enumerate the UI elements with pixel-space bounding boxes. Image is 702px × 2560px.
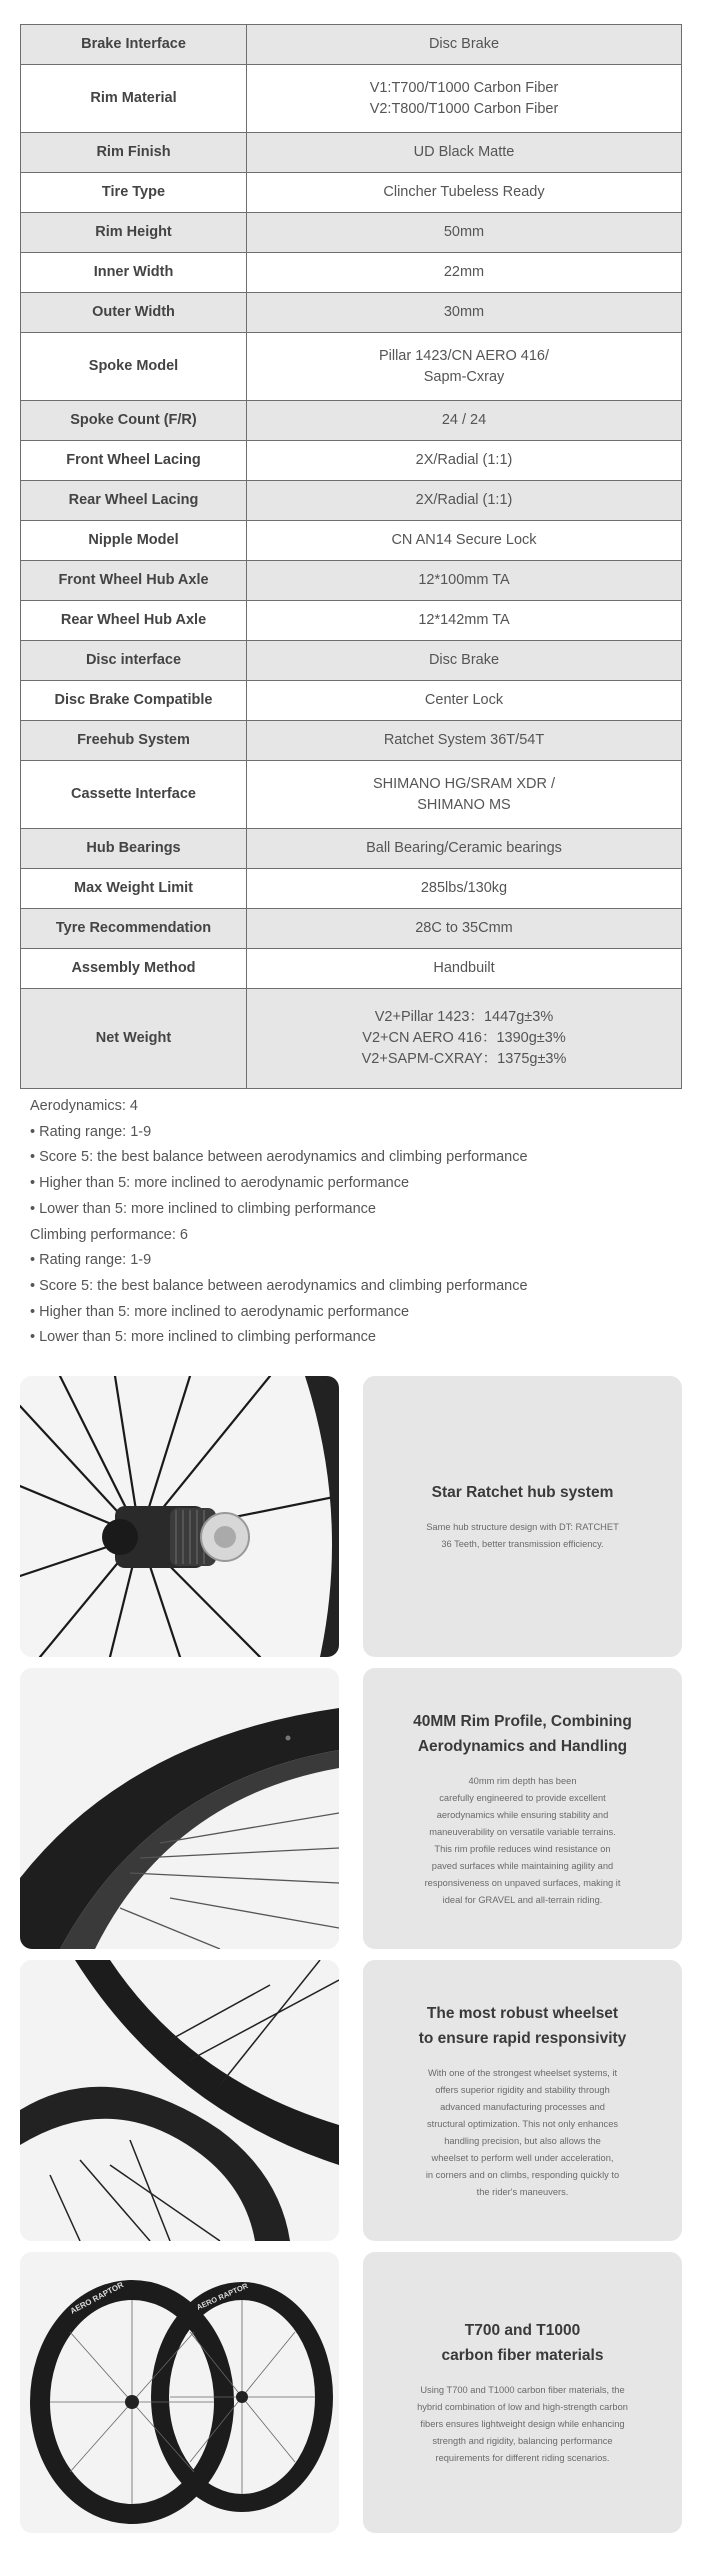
feature-row	[20, 1668, 682, 1949]
spec-value	[247, 65, 682, 133]
spec-row	[21, 829, 682, 869]
feature-title-line: The most robust wheelset	[426, 2004, 619, 2022]
performance-notes	[30, 1094, 670, 1351]
feature-title	[419, 2001, 627, 2051]
spec-value	[247, 173, 682, 213]
spec-row	[21, 65, 682, 133]
feature-body-line: carefully engineered to provide excellent	[439, 1792, 606, 1803]
feature-row	[20, 2252, 682, 2533]
feature-body-line: With one of the strongest wheelset systems, it	[427, 2067, 618, 2078]
spec-row	[21, 213, 682, 253]
wheelset-pair-illustration	[20, 2252, 339, 2533]
spec-row	[21, 333, 682, 401]
spec-row	[21, 401, 682, 441]
spec-value-line: V2+CN AERO 416：1390g±3%	[362, 1030, 566, 1046]
spec-value-line: 2X/Radial (1:1)	[415, 452, 513, 468]
spec-value	[247, 521, 682, 561]
spec-value-line: Clincher Tubeless Ready	[383, 184, 545, 200]
feature-card-hub	[363, 1376, 682, 1657]
feature-title-line: to ensure rapid responsivity	[418, 2029, 627, 2047]
spec-row	[21, 949, 682, 989]
spec-value-line: Pillar 1423/CN AERO 416/	[378, 347, 550, 364]
feature-card-rim	[363, 1668, 682, 1949]
feature-row	[20, 1376, 682, 1657]
feature-body-line: advanced manufacturing processes and	[440, 2101, 605, 2112]
spec-value	[247, 441, 682, 481]
spec-value	[247, 481, 682, 521]
spec-row	[21, 441, 682, 481]
spec-value-line: V2+SAPM-CXRAY：1375g±3%	[361, 1051, 567, 1067]
spec-label: Freehub System	[21, 721, 247, 761]
feature-body-line: requirements for different riding scenarios.	[435, 2453, 610, 2463]
feature-body-line: handling precision, but also allows the	[444, 2135, 601, 2146]
spec-label: Rear Wheel Lacing	[21, 481, 247, 521]
spec-label: Inner Width	[21, 253, 247, 293]
feature-body-line: offers superior rigidity and stability through	[435, 2084, 610, 2095]
spec-value-line: V2:T800/T1000 Carbon Fiber	[369, 100, 559, 117]
rating-bullet: • Rating range: 1-9	[30, 1123, 152, 1140]
spec-label: Brake Interface	[21, 25, 247, 65]
spec-value-line: 12*142mm TA	[418, 612, 510, 628]
rating-bullet: • Rating range: 1-9	[30, 1252, 152, 1269]
spec-label: Spoke Count (F/R)	[21, 401, 247, 441]
spec-row	[21, 253, 682, 293]
spec-value-line: V2+Pillar 1423：1447g±3%	[374, 1009, 554, 1025]
wheel-brand-logo-right: AERO RAPTOR	[195, 2281, 250, 2312]
feature-body-line: paved surfaces while maintaining agility and	[431, 1860, 614, 1871]
spec-value	[247, 253, 682, 293]
spec-value	[247, 333, 682, 401]
spec-row	[21, 173, 682, 213]
spec-row	[21, 561, 682, 601]
spec-label: Spoke Model	[21, 333, 247, 401]
spec-value	[247, 213, 682, 253]
feature-body-line: responsiveness on unpaved surfaces, making it	[424, 1877, 621, 1888]
feature-body-line: strength and rigidity, balancing performance	[432, 2436, 613, 2446]
rating-heading: Climbing performance: 6	[30, 1226, 188, 1243]
spec-value-line: V1:T700/T1000 Carbon Fiber	[369, 79, 559, 96]
rating-bullet: • Score 5: the best balance between aerodynamics and climbing performance	[30, 1149, 528, 1166]
feature-card-robust	[363, 1960, 682, 2241]
spec-label: Rim Finish	[21, 133, 247, 173]
spec-value-line: 30mm	[443, 304, 485, 320]
spec-label: Assembly Method	[21, 949, 247, 989]
feature-body-line: structural optimization. This not only enhances	[426, 2118, 619, 2129]
rating-bullet: • Higher than 5: more inclined to aerodynamic performance	[30, 1175, 410, 1192]
feature-title-line: carbon fiber materials	[441, 2347, 604, 2364]
feature-description	[425, 1773, 621, 1909]
spec-value-line: SHIMANO HG/SRAM XDR /	[372, 775, 556, 792]
spec-value-line: 50mm	[443, 224, 485, 240]
spec-value-line: 24 / 24	[441, 412, 487, 428]
spec-value-line: Disc Brake	[428, 36, 500, 52]
spec-value-line: UD Black Matte	[413, 144, 515, 160]
spec-value	[247, 401, 682, 441]
spec-value-line: 22mm	[443, 264, 485, 280]
spec-value-line: Disc Brake	[428, 652, 500, 668]
spec-table	[20, 24, 682, 1089]
spec-value-line: 28C to 35Cmm	[415, 920, 513, 936]
spec-value-line: Center Lock	[424, 692, 504, 708]
spec-row	[21, 681, 682, 721]
feature-title-line: Star Ratchet hub system	[431, 1484, 614, 1501]
rating-bullet: • Score 5: the best balance between aerodynamics and climbing performance	[30, 1277, 528, 1294]
spec-value	[247, 641, 682, 681]
spec-label: Tire Type	[21, 173, 247, 213]
wheel-brand-logo-left: AERO RAPTOR	[68, 2280, 126, 2316]
spec-value	[247, 25, 682, 65]
spec-row	[21, 989, 682, 1089]
spec-label: Net Weight	[21, 989, 247, 1089]
wheelset-closeup-illustration	[20, 1960, 339, 2241]
spec-label: Tyre Recommendation	[21, 909, 247, 949]
rim-profile-illustration	[20, 1668, 339, 1949]
spec-value-line: Sapm-Cxray	[423, 368, 505, 385]
spec-row	[21, 521, 682, 561]
spec-row	[21, 133, 682, 173]
spec-value-line: Ratchet System 36T/54T	[383, 732, 545, 748]
spec-value	[247, 133, 682, 173]
rating-bullet: • Higher than 5: more inclined to aerodynamic performance	[30, 1303, 410, 1320]
feature-title-line: T700 and T1000	[464, 2322, 581, 2339]
feature-body-line: ideal for GRAVEL and all-terrain riding.	[442, 1894, 603, 1905]
feature-body-line: 40mm rim depth has been	[468, 1775, 577, 1786]
spec-row	[21, 293, 682, 333]
spec-row	[21, 25, 682, 65]
feature-body-line: wheelset to perform well under acceleration,	[431, 2152, 614, 2163]
spec-row	[21, 641, 682, 681]
spec-row	[21, 481, 682, 521]
spec-label: Rim Height	[21, 213, 247, 253]
feature-title-line: 40MM Rim Profile, Combining	[413, 1712, 632, 1730]
feature-body-line: the rider's maneuvers.	[476, 2186, 569, 2197]
spec-row	[21, 601, 682, 641]
spec-value	[247, 869, 682, 909]
spec-label: Rear Wheel Hub Axle	[21, 601, 247, 641]
feature-title-line: Aerodynamics and Handling	[417, 1737, 628, 1755]
spec-value-line: 12*100mm TA	[418, 572, 510, 588]
spec-value	[247, 829, 682, 869]
spec-value-line: Ball Bearing/Ceramic bearings	[366, 840, 562, 856]
spec-label: Disc Brake Compatible	[21, 681, 247, 721]
feature-body-line: This rim profile reduces wind resistance on	[434, 1843, 611, 1854]
spec-value	[247, 293, 682, 333]
spec-label: Max Weight Limit	[21, 869, 247, 909]
rear-hub-illustration	[20, 1376, 339, 1657]
wheelset-closeup-photo	[20, 1960, 339, 2241]
spec-row	[21, 721, 682, 761]
spec-value	[247, 989, 682, 1089]
feature-body-line: fibers ensures lightweight design while enhancing	[420, 2419, 625, 2429]
feature-body-line: aerodynamics while ensuring stability and	[436, 1809, 609, 1820]
feature-body-line: Same hub structure design with DT: RATCHET	[426, 1522, 619, 1532]
spec-row	[21, 869, 682, 909]
rear-hub-photo	[20, 1376, 339, 1657]
spec-row	[21, 909, 682, 949]
feature-description	[426, 2065, 619, 2201]
spec-value-line: CN AN14 Secure Lock	[391, 532, 537, 548]
spec-value	[247, 681, 682, 721]
spec-value	[247, 949, 682, 989]
spec-value-line: SHIMANO MS	[417, 796, 511, 813]
feature-title	[432, 1480, 614, 1505]
feature-body-line: in corners and on climbs, responding quickly to	[425, 2169, 620, 2180]
spec-label: Front Wheel Hub Axle	[21, 561, 247, 601]
feature-body-line: 36 Teeth, better transmission efficiency.	[441, 1539, 604, 1549]
feature-description	[417, 2382, 628, 2467]
spec-value	[247, 761, 682, 829]
spec-value-line: Handbuilt	[433, 960, 495, 976]
spec-label: Front Wheel Lacing	[21, 441, 247, 481]
feature-title	[442, 2318, 604, 2368]
spec-label: Disc interface	[21, 641, 247, 681]
wheelset-pair-photo	[20, 2252, 339, 2533]
spec-label: Hub Bearings	[21, 829, 247, 869]
feature-card-carbon	[363, 2252, 682, 2533]
spec-label: Cassette Interface	[21, 761, 247, 829]
spec-value	[247, 561, 682, 601]
feature-body-line: Using T700 and T1000 carbon fiber materials, the	[420, 2385, 625, 2395]
feature-description	[426, 1519, 619, 1553]
rating-bullet: • Lower than 5: more inclined to climbing performance	[30, 1329, 376, 1346]
spec-label: Outer Width	[21, 293, 247, 333]
spec-label: Nipple Model	[21, 521, 247, 561]
spec-value-line: 2X/Radial (1:1)	[415, 492, 513, 508]
feature-body-line: maneuverability on versatile variable terrains.	[429, 1826, 616, 1837]
spec-label: Rim Material	[21, 65, 247, 133]
feature-body-line: hybrid combination of low and high-strength carbon	[417, 2402, 628, 2412]
spec-row	[21, 761, 682, 829]
spec-value	[247, 721, 682, 761]
spec-value	[247, 909, 682, 949]
feature-row	[20, 1960, 682, 2241]
rim-profile-photo	[20, 1668, 339, 1949]
rating-bullet: • Lower than 5: more inclined to climbing performance	[30, 1200, 376, 1217]
spec-value-line: 285lbs/130kg	[420, 880, 508, 896]
feature-title	[413, 1709, 632, 1759]
rating-heading: Aerodynamics: 4	[30, 1098, 138, 1114]
spec-value	[247, 601, 682, 641]
